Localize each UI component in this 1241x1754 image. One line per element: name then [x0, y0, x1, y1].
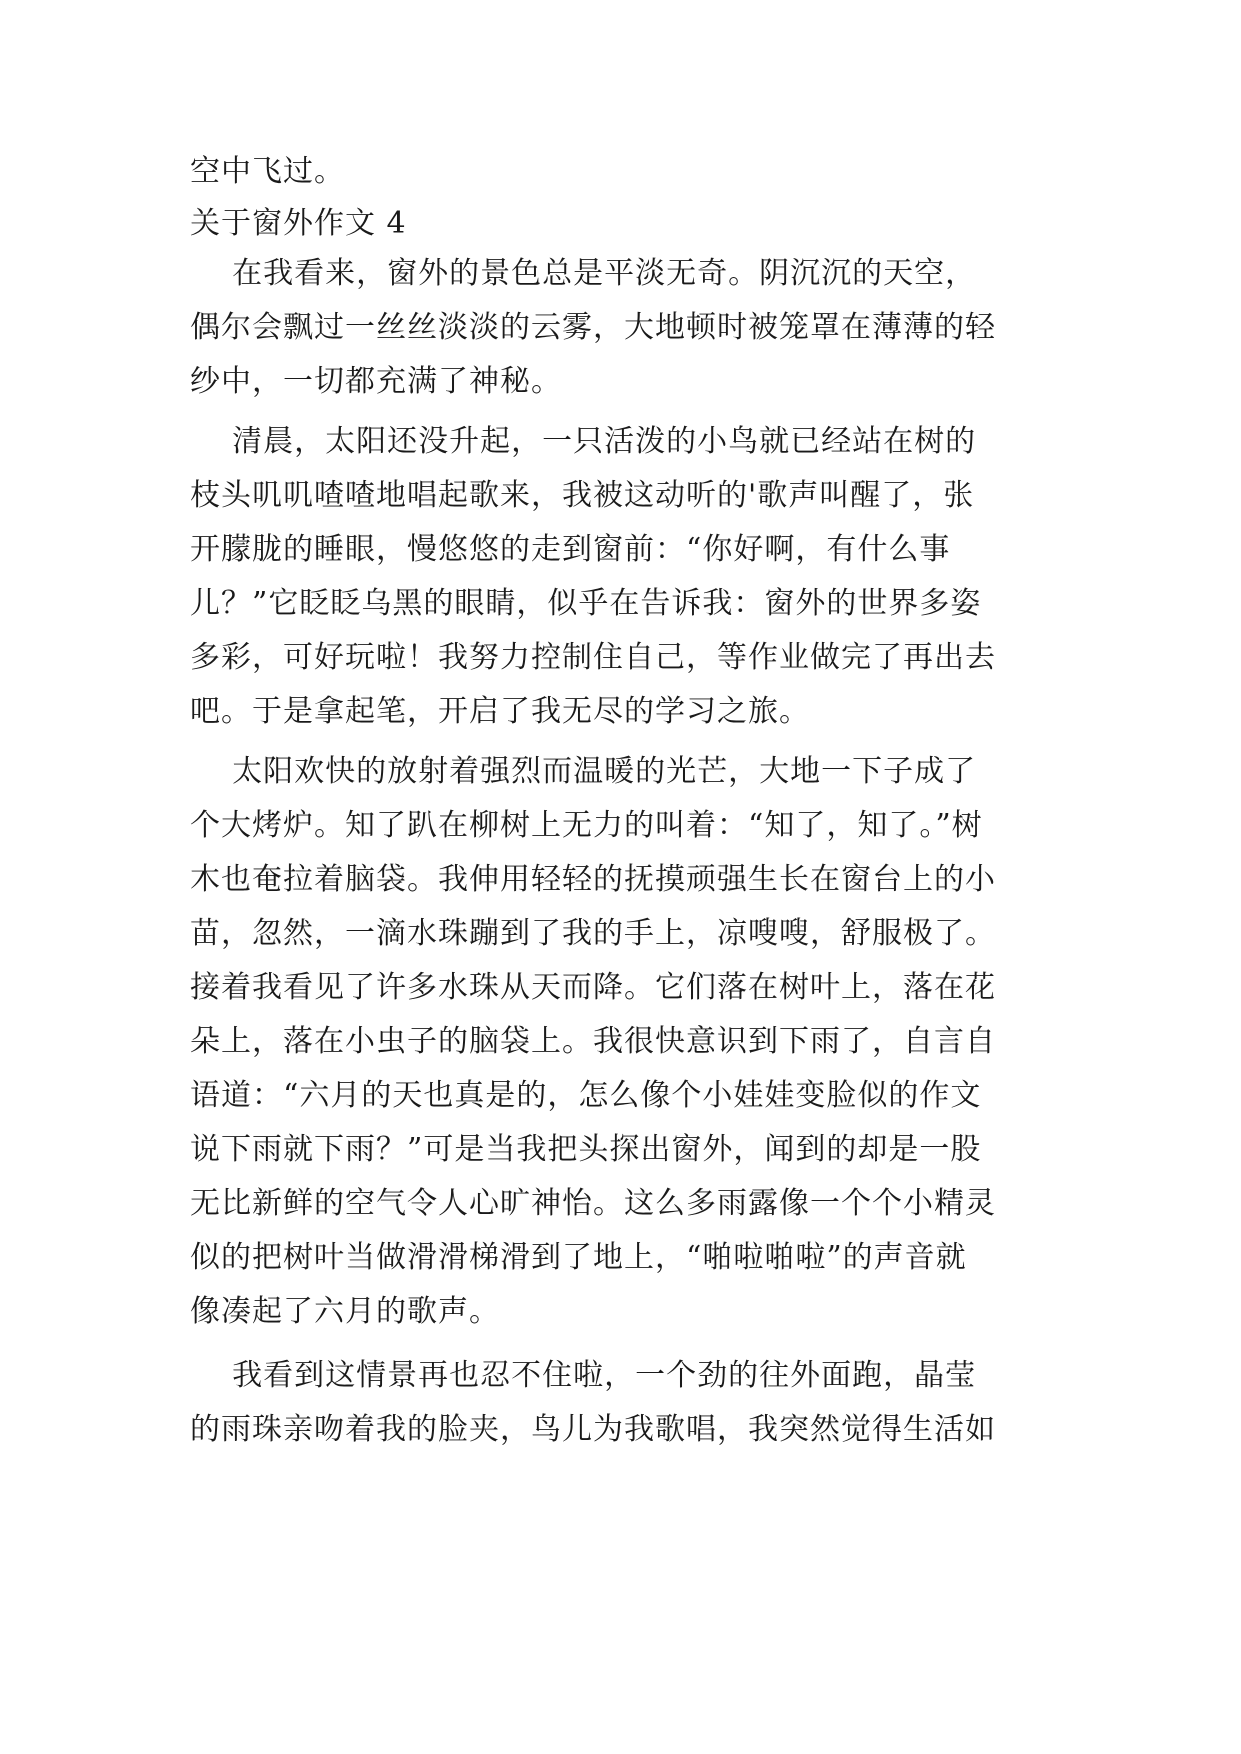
text-line: 的雨珠亲吻着我的脸夹，鸟儿为我歌唱，我突然觉得生活如: [190, 1412, 996, 1447]
text-line: 个大烤炉。知了趴在柳树上无力的叫着：“知了，知了。”树: [190, 808, 983, 843]
text-line: 接着我看见了许多水珠从天而降。它们落在树叶上，落在花: [190, 970, 996, 1005]
text-line: 纱中，一切都充满了神秘。: [190, 364, 562, 399]
text-line: 朵上，落在小虫子的脑袋上。我很快意识到下雨了，自言自: [190, 1024, 996, 1059]
text-line: 在我看来，窗外的景色总是平淡无奇。阴沉沉的天空，: [190, 256, 977, 291]
text-line: 枝头叽叽喳喳地唱起歌来，我被这动听的'歌声叫醒了，张: [190, 478, 975, 513]
text-line: 说下雨就下雨？”可是当我把头探出窗外，闻到的却是一股: [190, 1132, 982, 1167]
text-line: 儿？”它眨眨乌黑的眼睛，似乎在告诉我：窗外的世界多姿: [190, 586, 982, 621]
text-line: 语道：“六月的天也真是的，怎么像个小娃娃变脸似的作文: [190, 1078, 982, 1113]
text-line: 木也奄拉着脑袋。我伸用轻轻的抚摸顽强生长在窗台上的小: [190, 862, 996, 897]
text-line: 似的把树叶当做滑滑梯滑到了地上，“啪啦啪啦”的声音就: [190, 1240, 967, 1275]
text-line: 太阳欢快的放射着强烈而温暖的光芒，大地一下子成了: [190, 754, 977, 789]
text-line: 吧。于是拿起笔，开启了我无尽的学习之旅。: [190, 694, 810, 729]
text-line: 空中飞过。: [190, 154, 345, 189]
text-line: 多彩，可好玩啦！我努力控制住自己，等作业做完了再出去: [190, 640, 996, 675]
text-line: 我看到这情景再也忍不住啦，一个劲的往外面跑，晶莹: [190, 1358, 977, 1393]
text-line: 像凑起了六月的歌声。: [190, 1294, 500, 1329]
text-line: 偶尔会飘过一丝丝淡淡的云雾，大地顿时被笼罩在薄薄的轻: [190, 310, 996, 345]
text-line: 无比新鲜的空气令人心旷神怡。这么多雨露像一个个小精灵: [190, 1186, 996, 1221]
text-line: 苗，忽然，一滴水珠蹦到了我的手上，凉嗖嗖，舒服极了。: [190, 916, 996, 951]
text-line: 开朦胧的睡眼，慢悠悠的走到窗前：“你好啊，有什么事: [190, 532, 951, 567]
text-line: 清晨，太阳还没升起，一只活泼的小鸟就已经站在树的: [190, 424, 977, 459]
section-heading: 关于窗外作文 4: [190, 206, 407, 241]
